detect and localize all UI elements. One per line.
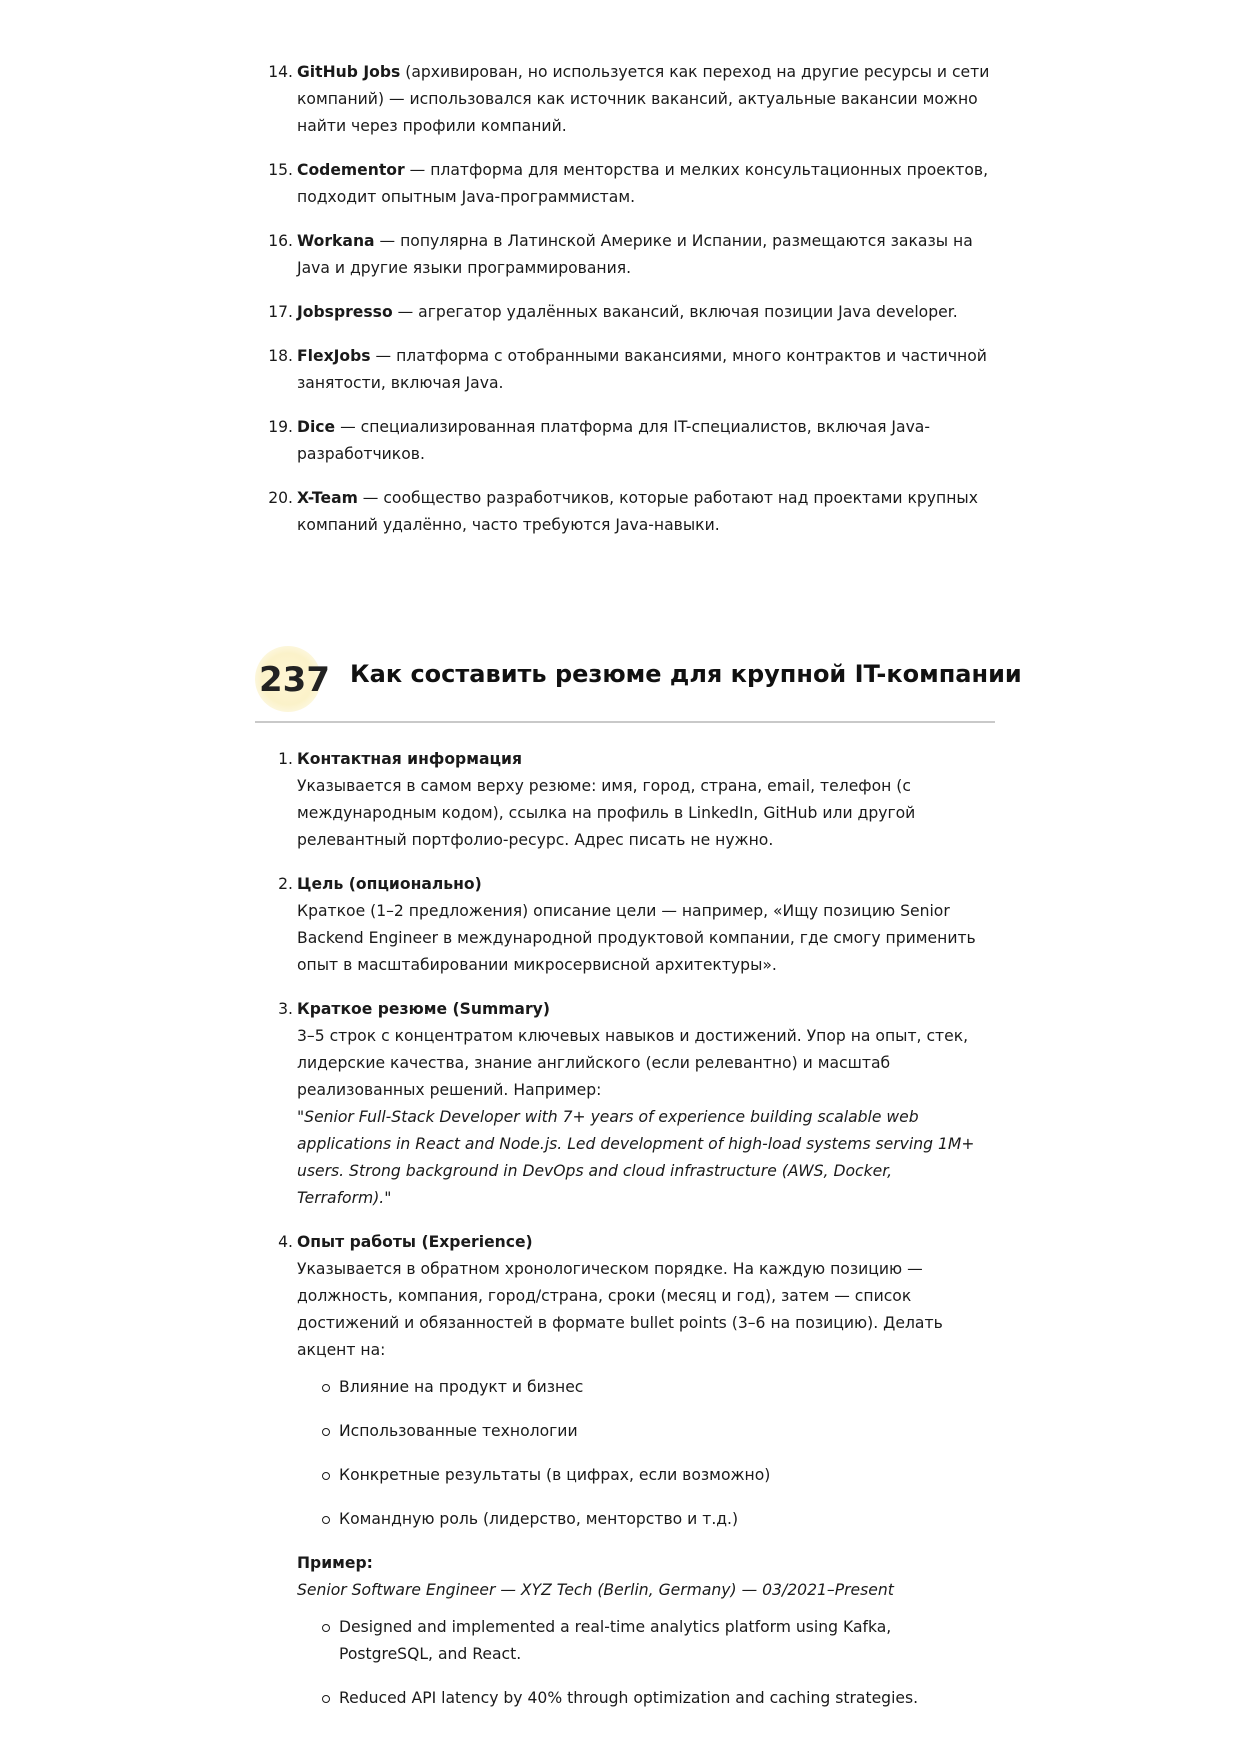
list-item-number: 18. — [268, 347, 293, 365]
platform-description: — популярна в Латинской Америке и Испании, размещаются заказы на Java и другие языки программирования. — [297, 232, 973, 277]
item-title: Опыт работы (Experience) — [297, 1233, 533, 1251]
platform-list — [255, 59, 990, 539]
example-bullet-list — [297, 1614, 990, 1712]
list-item-number: 14. — [268, 63, 293, 81]
item-text: Краткое (1–2 предложения) описание цели — например, «Ищу позицию Senior Backend Engineer в международной продуктовой компании, где смогу применить опыт в масштабировании микросервисной архитектуры». — [297, 902, 976, 974]
bullet-item: Использованные технологии — [297, 1418, 990, 1445]
platform-description: (архивирован, но используется как переход на другие ресурсы и сети компаний) — использовался как источник вакансий, актуальные вакансии можно найти через профили компаний. — [297, 63, 990, 135]
section-number-badge — [255, 646, 330, 712]
item-title: Контактная информация — [297, 750, 522, 768]
example-position: Senior Software Engineer — XYZ Tech (Berlin, Germany) — 03/2021–Present — [297, 1581, 894, 1599]
bullet-item: Reduced API latency by 40% through optimization and caching strategies. — [297, 1685, 990, 1712]
section-heading — [255, 646, 1022, 724]
list-item-number: 19. — [268, 418, 293, 436]
list-item — [255, 485, 990, 539]
platform-name: Dice — [297, 418, 336, 436]
item-text: Указывается в обратном хронологическом порядке. На каждую позицию — должность, компания, город/страна, сроки (месяц и год), затем — список достижений и обязанностей в формате bullet points (3–6 на позицию). Делать акцент на: — [297, 1260, 943, 1359]
bullet-item: Влияние на продукт и бизнес — [297, 1374, 990, 1401]
list-item — [255, 343, 990, 397]
list-item-summary — [255, 996, 990, 1212]
platform-list-section — [255, 59, 990, 556]
item-title: Краткое резюме (Summary) — [297, 1000, 550, 1018]
item-text: Указывается в самом верху резюме: имя, город, страна, email, телефон (с международным кодом), ссылка на профиль в LinkedIn, GitHub или другой релевантный портфолио-ресурс. Адрес писать не нужно. — [297, 777, 916, 849]
list-item-number: 1. — [278, 750, 293, 768]
platform-name: GitHub Jobs — [297, 63, 401, 81]
list-item-number: 3. — [278, 1000, 293, 1018]
list-item — [255, 228, 990, 282]
section-divider — [255, 721, 995, 723]
platform-description: — агрегатор удалённых вакансий, включая позиции Java developer. — [392, 303, 958, 321]
list-item-number: 17. — [268, 303, 293, 321]
list-item — [255, 157, 990, 211]
resume-guide-list — [255, 746, 990, 1712]
resume-guide-section — [255, 746, 990, 1729]
list-item-experience — [255, 1229, 990, 1712]
platform-name: Workana — [297, 232, 375, 250]
list-item-number: 15. — [268, 161, 293, 179]
summary-example-quote: "Senior Full-Stack Developer with 7+ years of experience building scalable web applications in React and Node.js. Led development of high-load systems serving 1M+ users. Strong background in DevOps and cloud infrastructure (AWS, Docker, Terraform)." — [297, 1108, 975, 1207]
section-title: Как составить резюме для крупной IT-компании — [350, 660, 1022, 688]
list-item — [255, 299, 990, 326]
list-item-number: 4. — [278, 1233, 293, 1251]
focus-bullet-list — [297, 1374, 990, 1533]
item-text: 3–5 строк с концентратом ключевых навыков и достижений. Упор на опыт, стек, лидерские качества, знание английского (если релевантно) и масштаб реализованных решений. Например: — [297, 1027, 969, 1099]
platform-name: FlexJobs — [297, 347, 371, 365]
bullet-item: Designed and implemented a real-time analytics platform using Kafka, PostgreSQL, and React. — [297, 1614, 990, 1668]
bullet-item: Конкретные результаты (в цифрах, если возможно) — [297, 1462, 990, 1489]
list-item-number: 2. — [278, 875, 293, 893]
list-item-objective — [255, 871, 990, 979]
platform-description: — платформа для менторства и мелких консультационных проектов, подходит опытным Java-программистам. — [297, 161, 989, 206]
platform-description: — сообщество разработчиков, которые работают над проектами крупных компаний удалённо, часто требуются Java-навыки. — [297, 489, 978, 534]
item-title: Цель (опционально) — [297, 875, 482, 893]
list-item-number: 20. — [268, 489, 293, 507]
list-item — [255, 59, 990, 140]
list-item — [255, 414, 990, 468]
platform-name: Jobspresso — [297, 303, 393, 321]
list-item-number: 16. — [268, 232, 293, 250]
platform-description: — специализированная платформа для IT-специалистов, включая Java-разработчиков. — [297, 418, 930, 463]
list-item-contact-info — [255, 746, 990, 854]
platform-name: X-Team — [297, 489, 358, 507]
platform-description: — платформа с отобранными вакансиями, много контрактов и частичной занятости, включая Java. — [297, 347, 987, 392]
section-number: 237 — [259, 660, 330, 700]
bullet-item: Командную роль (лидерство, менторство и т.д.) — [297, 1506, 990, 1533]
platform-name: Codementor — [297, 161, 405, 179]
example-label: Пример: — [297, 1554, 373, 1572]
